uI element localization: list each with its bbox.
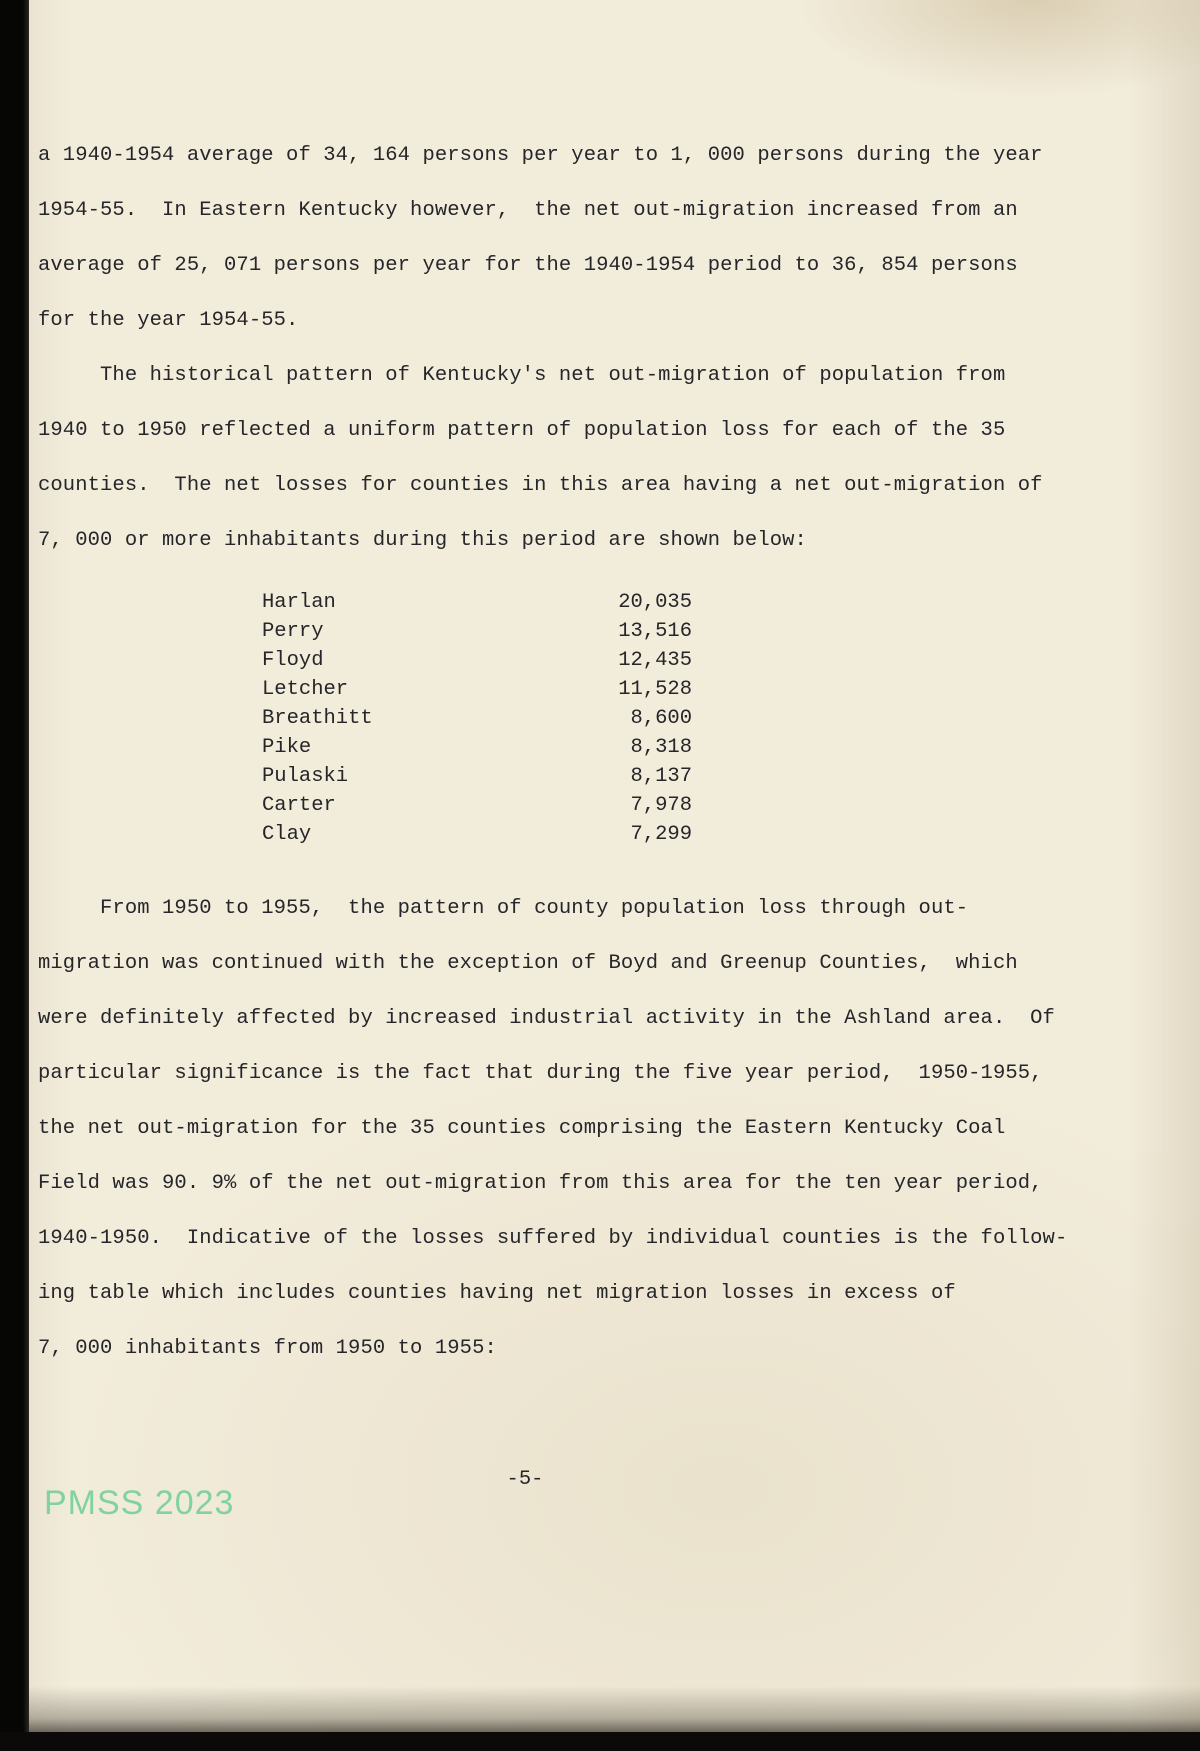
net-loss-value: 20,035 bbox=[618, 591, 692, 614]
net-loss-value: 11,528 bbox=[618, 678, 692, 701]
table-row bbox=[38, 617, 1172, 646]
page-number: -5- bbox=[506, 1468, 544, 1491]
county-name: Perry bbox=[262, 620, 324, 643]
scan-edge-left bbox=[0, 0, 29, 1751]
text-line: migration was continued with the exception of Boyd and Greenup Counties, which bbox=[38, 952, 1018, 975]
table-row bbox=[38, 675, 1172, 704]
net-loss-value: 12,435 bbox=[618, 649, 692, 672]
county-name: Harlan bbox=[262, 591, 336, 614]
net-loss-value: 7,299 bbox=[630, 823, 692, 846]
text-line: average of 25, 071 persons per year for the 1940-1954 period to 36, 854 persons bbox=[38, 254, 1018, 277]
county-name: Clay bbox=[262, 823, 312, 846]
net-loss-value: 7,978 bbox=[630, 794, 692, 817]
table-row bbox=[38, 704, 1172, 733]
county-name: Letcher bbox=[262, 678, 349, 701]
net-loss-value: 8,318 bbox=[630, 736, 692, 759]
text-line: particular significance is the fact that during the five year period, 1950-1955, bbox=[38, 1062, 1043, 1085]
net-loss-value: 8,137 bbox=[630, 765, 692, 788]
table-row bbox=[38, 762, 1172, 791]
county-name: Floyd bbox=[262, 649, 324, 672]
table-row bbox=[38, 820, 1172, 849]
text-line: for the year 1954-55. bbox=[38, 309, 299, 332]
county-name: Breathitt bbox=[262, 707, 373, 730]
table-row bbox=[38, 791, 1172, 820]
county-name: Pike bbox=[262, 736, 312, 759]
text-line: a 1940-1954 average of 34, 164 persons per year to 1, 000 persons during the year bbox=[38, 144, 1043, 167]
text-line: 1954-55. In Eastern Kentucky however, the net out-migration increased from an bbox=[38, 199, 1018, 222]
county-net-loss-table bbox=[38, 588, 1172, 849]
net-loss-value: 13,516 bbox=[618, 620, 692, 643]
net-loss-value: 8,600 bbox=[630, 707, 692, 730]
county-name: Carter bbox=[262, 794, 336, 817]
text-line: were definitely affected by increased industrial activity in the Ashland area. Of bbox=[38, 1007, 1055, 1030]
county-name: Pulaski bbox=[262, 765, 349, 788]
text-line: the net out-migration for the 35 counties comprising the Eastern Kentucky Coal bbox=[38, 1117, 1006, 1140]
text-line: 1940-1950. Indicative of the losses suffered by individual counties is the follow- bbox=[38, 1227, 1068, 1250]
text-line: From 1950 to 1955, the pattern of county population loss through out- bbox=[38, 897, 969, 920]
text-line: 7, 000 or more inhabitants during this period are shown below: bbox=[38, 529, 807, 552]
watermark-pmss: PMSS 2023 bbox=[44, 1484, 235, 1522]
text-line: Field was 90. 9% of the net out-migration from this area for the ten year period, bbox=[38, 1172, 1043, 1195]
text-line: counties. The net losses for counties in this area having a net out-migration of bbox=[38, 474, 1043, 497]
scan-edge-bottom bbox=[0, 1732, 1200, 1751]
text-line: 1940 to 1950 reflected a uniform pattern of population loss for each of the 35 bbox=[38, 419, 1006, 442]
table-row bbox=[38, 733, 1172, 762]
scan-shadow-bottom bbox=[0, 1686, 1200, 1732]
text-line: 7, 000 inhabitants from 1950 to 1955: bbox=[38, 1337, 497, 1360]
table-row bbox=[38, 588, 1172, 617]
paragraph-1950-1955-losses bbox=[38, 881, 1172, 1376]
text-line: ing table which includes counties having net migration losses in excess of bbox=[38, 1282, 956, 1305]
paragraph-migration-averages bbox=[38, 128, 1172, 348]
paragraph-historical-pattern bbox=[38, 348, 1172, 568]
text-line: The historical pattern of Kentucky's net out-migration of population from bbox=[38, 364, 1006, 387]
table-row bbox=[38, 646, 1172, 675]
